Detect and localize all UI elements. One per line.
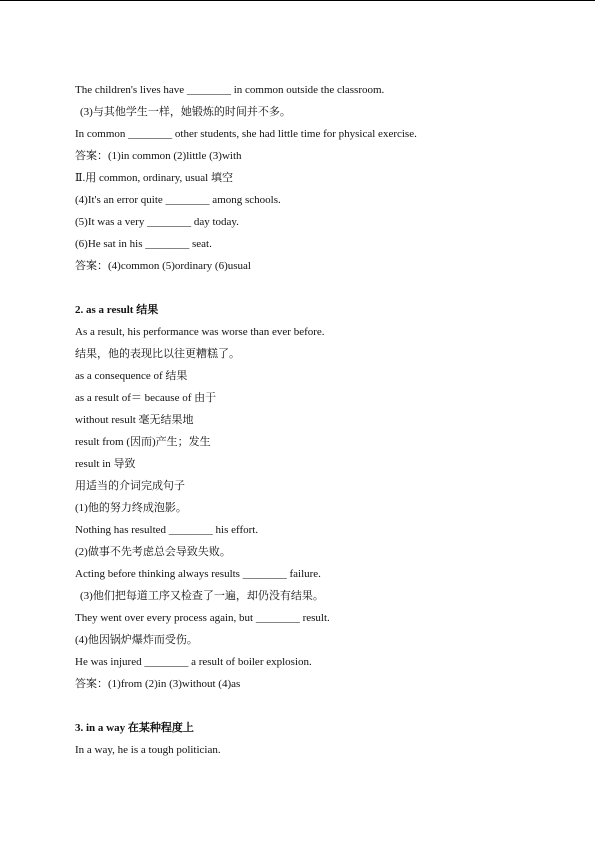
section-heading-in-a-way: 3. in a way 在某种程度上 <box>75 722 194 734</box>
answer-key-1: 答案：(1)in common (2)little (3)with <box>75 150 242 162</box>
section-in-a-way <box>75 717 545 761</box>
phrase-without-result: without result 毫无结果地 <box>75 414 194 426</box>
exercise-prompt-2: (2)做事不先考虑总会导致失败。 <box>75 546 231 558</box>
exercise-prompt-4: (4)他因锅炉爆炸而受伤。 <box>75 634 198 646</box>
exercise-sentence-4: (4)It's an error quite ________ among schools. <box>75 194 281 206</box>
exercise-prompt-3: (3)与其他学生一样，她锻炼的时间并不多。 <box>80 106 291 118</box>
exercise-sentence-2: Acting before thinking always results ________ failure. <box>75 568 321 580</box>
exercise-prompt-1: (1)他的努力终成泡影。 <box>75 502 187 514</box>
exercise-sentence-4: He was injured ________ a result of boiler explosion. <box>75 656 312 668</box>
example-sentence-english: As a result, his performance was worse than ever before. <box>75 326 325 338</box>
spacer <box>75 695 545 717</box>
section-as-a-result <box>75 299 545 695</box>
phrase-result-in: result in 导致 <box>75 458 136 470</box>
example-sentence-chinese: 结果，他的表现比以往更糟糕了。 <box>75 348 240 360</box>
example-sentence-english: In a way, he is a tough politician. <box>75 744 221 756</box>
exercise-prompt-3: (3)他们把每道工序又检查了一遍，却仍没有结果。 <box>80 590 324 602</box>
exercise-sentence-1: Nothing has resulted ________ his effort. <box>75 524 259 536</box>
answer-key-2: 答案：(4)common (5)ordinary (6)usual <box>75 260 251 272</box>
exercise-sentence-5: (5)It was a very ________ day today. <box>75 216 239 228</box>
phrase-as-a-result-of: as a result of＝ because of 由于 <box>75 392 217 404</box>
answer-key: 答案：(1)from (2)in (3)without (4)as <box>75 678 241 690</box>
spacer <box>75 277 545 299</box>
exercise-sentence-3: They went over every process again, but ________ result. <box>75 612 330 624</box>
exercise-sentence-3-english: The children's lives have ________ in common outside the classroom. <box>75 84 385 96</box>
exercise-instruction-2: Ⅱ.用 common, ordinary, usual 填空 <box>75 172 233 184</box>
phrase-result-from: result from (因而)产生；发生 <box>75 436 211 448</box>
section-common <box>75 79 545 277</box>
section-heading-as-a-result: 2. as a result 结果 <box>75 304 159 316</box>
exercise-instruction: 用适当的介词完成句子 <box>75 480 185 492</box>
exercise-sentence-3-blank: In common ________ other students, she had little time for physical exercise. <box>75 128 417 140</box>
exercise-sentence-6: (6)He sat in his ________ seat. <box>75 238 212 250</box>
top-rule <box>0 0 595 1</box>
phrase-as-a-consequence-of: as a consequence of 结果 <box>75 370 188 382</box>
document-body <box>75 79 545 761</box>
